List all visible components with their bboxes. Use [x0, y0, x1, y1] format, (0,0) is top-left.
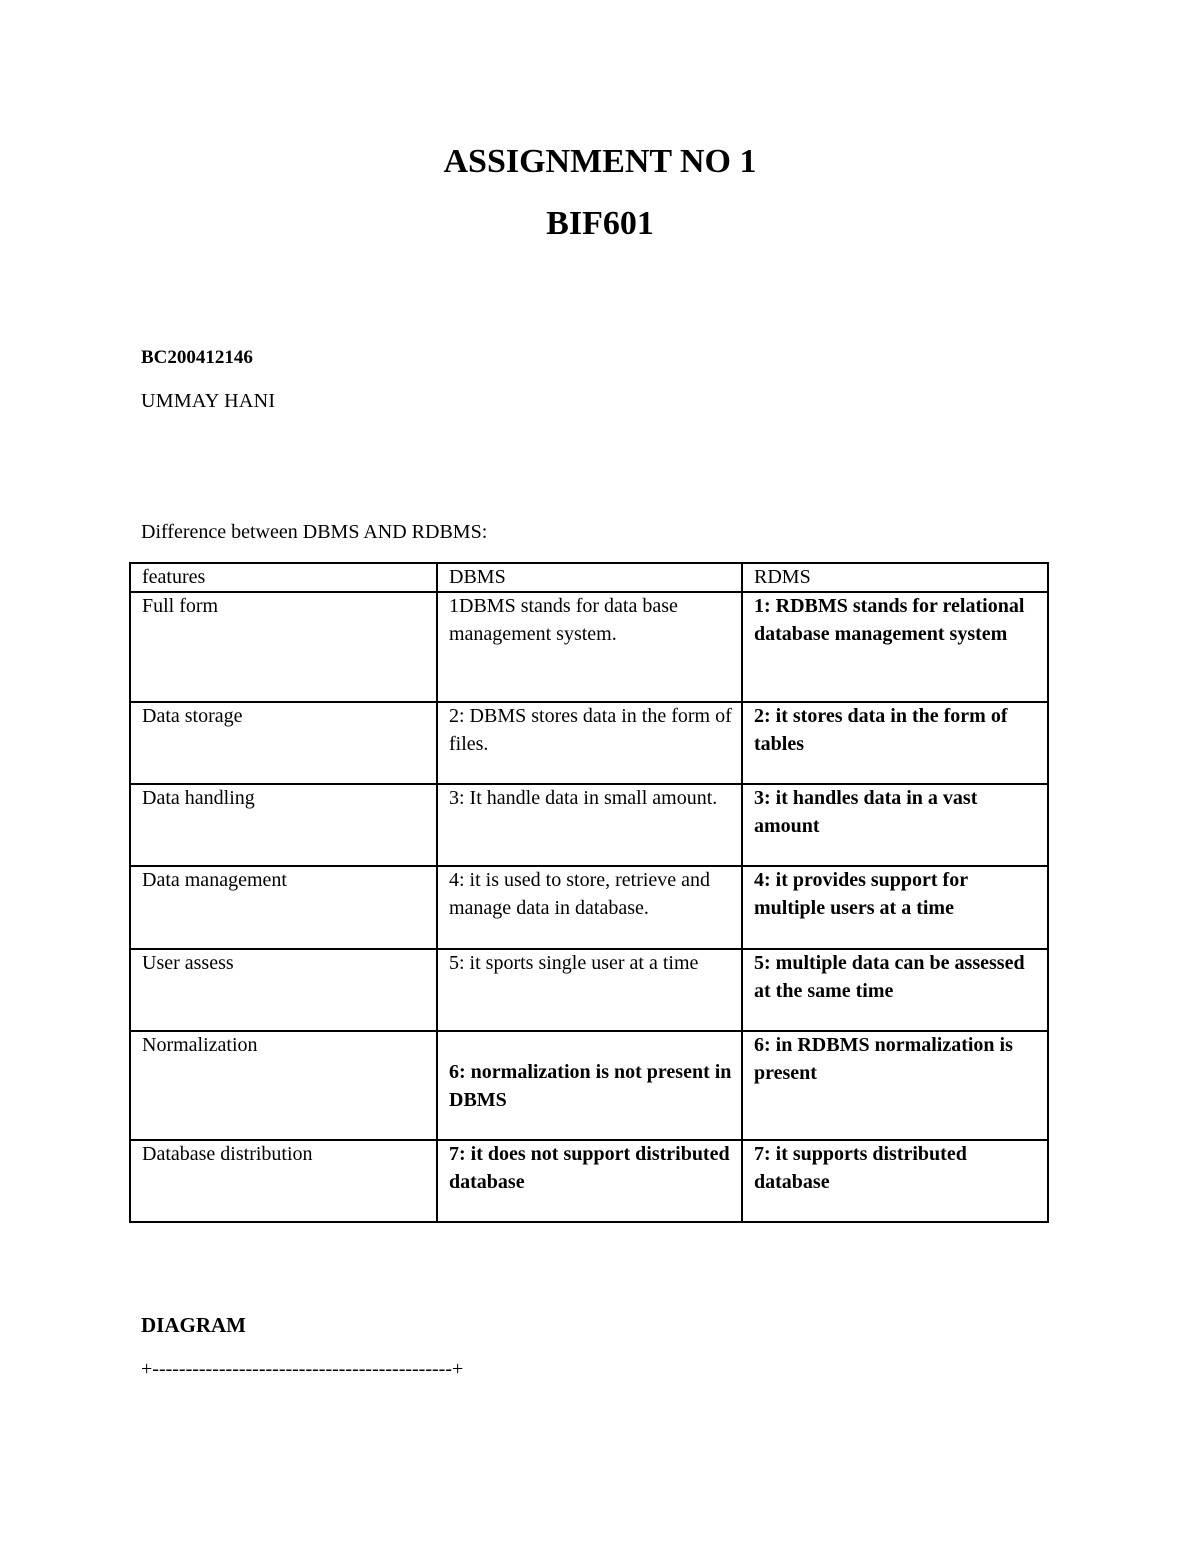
dbms-cell-wrapper [437, 1031, 742, 1140]
table-row [130, 784, 1048, 866]
table-row [130, 866, 1048, 949]
table-row [130, 1140, 1048, 1222]
dbms-cell: 2: DBMS stores data in the form of files. [437, 702, 742, 784]
rdbms-cell: 3: it handles data in a vast amount [742, 784, 1048, 866]
feature-cell: Full form [130, 592, 437, 702]
rdbms-cell: 5: multiple data can be assessed at the same time [742, 949, 1048, 1031]
cell-spacer [449, 1032, 735, 1059]
table-row [130, 592, 1048, 702]
table-caption: Difference between DBMS AND RDBMS: [141, 521, 488, 543]
feature-cell: Data handling [130, 784, 437, 866]
feature-cell: Data management [130, 866, 437, 949]
rdbms-cell: 7: it supports distributed database [742, 1140, 1048, 1222]
table-header-row [130, 563, 1048, 592]
course-code: BIF601 [546, 205, 654, 242]
assignment-title: ASSIGNMENT NO 1 [443, 143, 757, 180]
dbms-cell: 7: it does not support distributed database [437, 1140, 742, 1222]
table-row [130, 702, 1048, 784]
feature-cell: Data storage [130, 702, 437, 784]
rdbms-cell: 1: RDBMS stands for relational database management system [742, 592, 1048, 702]
student-id: BC200412146 [141, 347, 253, 368]
diagram-border-line: +---------------------------------------------+ [141, 1358, 464, 1380]
rdbms-cell: 2: it stores data in the form of tables [742, 702, 1048, 784]
header-dbms: DBMS [437, 563, 742, 592]
student-name: UMMAY HANI [141, 390, 276, 412]
table-row [130, 949, 1048, 1031]
diagram-heading: DIAGRAM [141, 1313, 246, 1337]
dbms-cell: 6: normalization is not present in DBMS [449, 1061, 732, 1111]
header-rdms: RDMS [742, 563, 1048, 592]
dbms-cell: 1DBMS stands for data base management system. [437, 592, 742, 702]
header-features: features [130, 563, 437, 592]
feature-cell: User assess [130, 949, 437, 1031]
dbms-cell: 3: It handle data in small amount. [437, 784, 742, 866]
rdbms-cell: 4: it provides support for multiple users at a time [742, 866, 1048, 949]
feature-cell: Database distribution [130, 1140, 437, 1222]
dbms-cell: 4: it is used to store, retrieve and manage data in database. [437, 866, 742, 949]
comparison-table [129, 562, 1049, 1223]
rdbms-cell: 6: in RDBMS normalization is present [742, 1031, 1048, 1140]
table-row [130, 1031, 1048, 1140]
feature-cell: Normalization [130, 1031, 437, 1140]
dbms-cell: 5: it sports single user at a time [437, 949, 742, 1031]
